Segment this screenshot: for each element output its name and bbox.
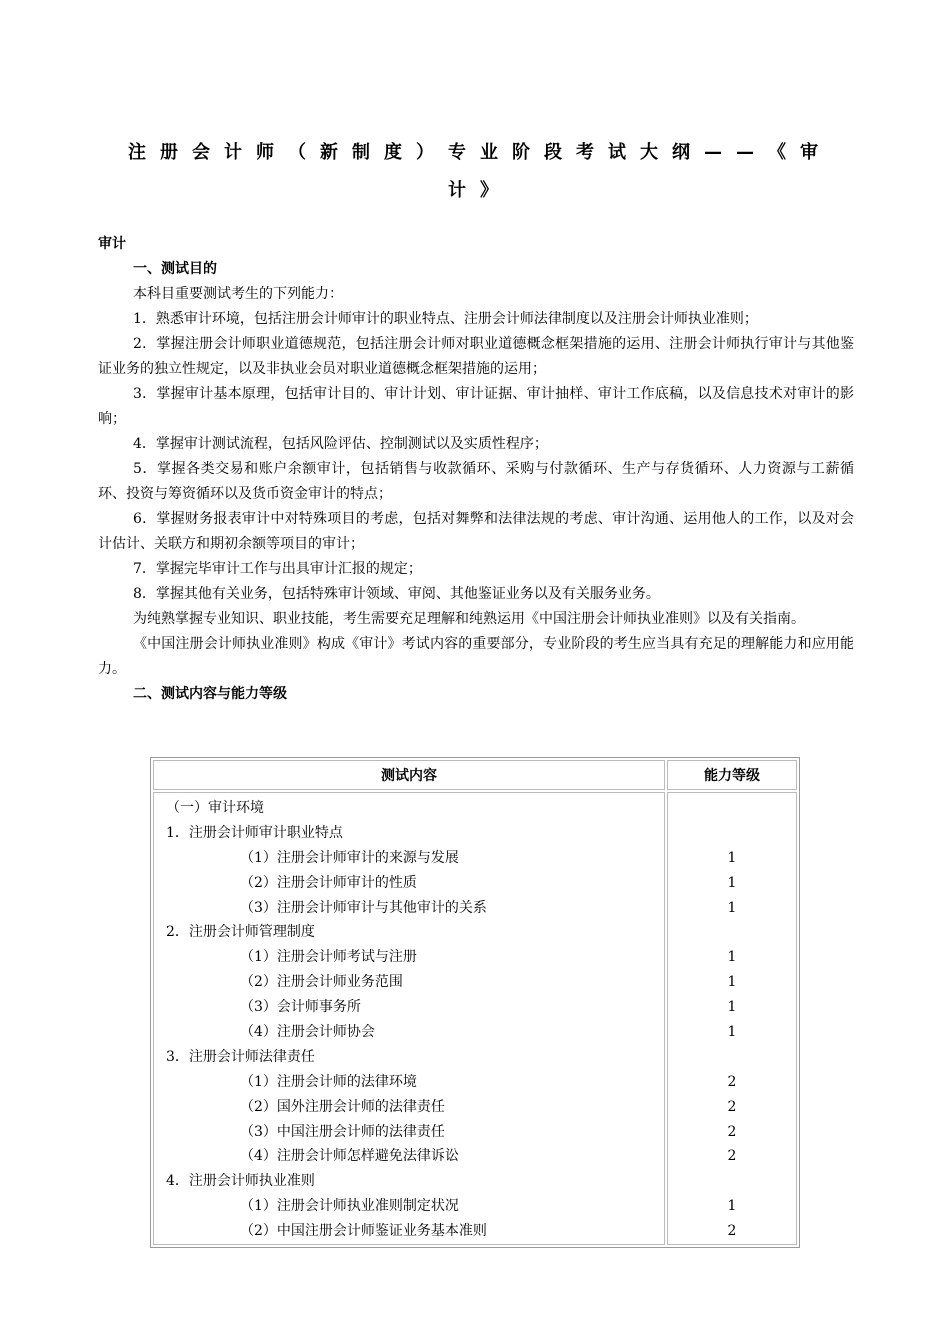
- table-row-text: （2）中国注册会计师鉴证业务基本准则: [240, 1223, 487, 1240]
- table-row-level: [668, 1045, 796, 1070]
- table-row-text: （4）注册会计师协会: [240, 1024, 375, 1041]
- table-row-text: 4．注册会计师执业准则: [166, 1173, 315, 1190]
- table-row-text: （3）中国注册会计师的法律责任: [240, 1123, 445, 1140]
- objective-item: 2．掌握注册会计师职业道德规范，包括注册会计师对职业道德概念框架措施的运用、注册会计师执行审计与其他鉴证业务的独立性规定，以及非执业会员对职业道德概念框架措施的运用；: [98, 336, 854, 377]
- table-row-text: 1．注册会计师审计职业特点: [166, 824, 343, 841]
- table-row-level: 2: [727, 1148, 737, 1165]
- subject-heading: 审计: [98, 236, 126, 252]
- table-row-level: 1: [727, 874, 737, 891]
- level-column: [667, 792, 797, 1245]
- content-column: [153, 792, 665, 1245]
- table-row-text: （2）国外注册会计师的法律责任: [240, 1098, 445, 1115]
- table-row-level: 1: [727, 1198, 737, 1215]
- table-row-text: （2）注册会计师业务范围: [240, 974, 403, 991]
- objective-item: 7．掌握完毕审计工作与出具审计汇报的规定；: [133, 561, 422, 577]
- table-header-content: 测试内容: [153, 760, 665, 790]
- table-row-level: 1: [727, 949, 737, 966]
- table-row-text: （一）审计环境: [166, 800, 264, 816]
- table-row-level: 1: [727, 899, 737, 916]
- paragraph: 为纯熟掌握专业知识、职业技能，考生需要充足理解和纯熟运用《中国注册会计师执业准则》以及有关指南。: [133, 611, 805, 627]
- objective-item: 5．掌握各类交易和账户余额审计，包括销售与收款循环、采购与付款循环、生产与存货循环、人力资源与工薪循环、投资与筹资循环以及货币资金审计的特点；: [98, 461, 854, 502]
- table-row-level: 2: [727, 1073, 737, 1090]
- table-row-text: （3）注册会计师审计与其他审计的关系: [240, 899, 487, 916]
- table-row-text: （1）注册会计师审计的来源与发展: [240, 849, 459, 866]
- table-header-level: 能力等级: [667, 760, 797, 790]
- content-level-table: [150, 757, 800, 1248]
- table-row-text: （1）注册会计师的法律环境: [240, 1073, 417, 1090]
- document-body: [98, 232, 854, 707]
- section-1-intro: 本科目重要测试考生的下列能力：: [133, 286, 343, 302]
- table-row-level: 1: [727, 1024, 737, 1041]
- document-title-line-1: 注册会计师（新制度）专业阶段考试大纲——《审: [128, 142, 832, 163]
- table-row-text: （1）注册会计师执业准则制定状况: [240, 1198, 459, 1215]
- table-row-text: 3．注册会计师法律责任: [166, 1048, 315, 1065]
- table-row-level: [668, 1169, 796, 1194]
- objective-item: 4．掌握审计测试流程，包括风险评估、控制测试以及实质性程序；: [133, 436, 548, 452]
- table-row-level: 2: [727, 1123, 737, 1140]
- table-row-text: （3）会计师事务所: [240, 999, 361, 1016]
- section-1-heading: 一、测试目的: [133, 261, 217, 277]
- table-row-level: [668, 796, 796, 821]
- objective-item: 8．掌握其他有关业务，包括特殊审计领域、审阅、其他鉴证业务以及有关服务业务。: [133, 586, 660, 602]
- table-row-text: （2）注册会计师审计的性质: [240, 874, 417, 891]
- table-row-level: [668, 821, 796, 846]
- paragraph: 《中国注册会计师执业准则》构成《审计》考试内容的重要部分，专业阶段的考生应当具有充足的理解能力和应用能力。: [98, 636, 854, 677]
- table-row-text: （1）注册会计师考试与注册: [240, 949, 417, 966]
- objective-item: 1．熟悉审计环境，包括注册会计师审计的职业特点、注册会计师法律制度以及注册会计师执业准则；: [133, 311, 758, 327]
- objective-item: 6．掌握财务报表审计中对特殊项目的考虑，包括对舞弊和法律法规的考虑、审计沟通、运用他人的工作，以及对会计估计、关联方和期初余额等项目的审计；: [98, 511, 854, 552]
- table-row-level: [668, 920, 796, 945]
- table-row-level: 1: [727, 999, 737, 1016]
- table-row-text: （4）注册会计师怎样避免法律诉讼: [240, 1148, 459, 1165]
- table-row-level: 2: [727, 1223, 737, 1240]
- section-2-heading: 二、测试内容与能力等级: [133, 686, 287, 702]
- document-title-line-2: 计》: [448, 180, 512, 201]
- table-row-text: 2．注册会计师管理制度: [166, 924, 315, 941]
- table-row-level: 1: [727, 849, 737, 866]
- table-row-level: 1: [727, 974, 737, 991]
- table-row-level: 2: [727, 1098, 737, 1115]
- objective-item: 3．掌握审计基本原理，包括审计目的、审计计划、审计证据、审计抽样、审计工作底稿，以及信息技术对审计的影响；: [98, 386, 854, 427]
